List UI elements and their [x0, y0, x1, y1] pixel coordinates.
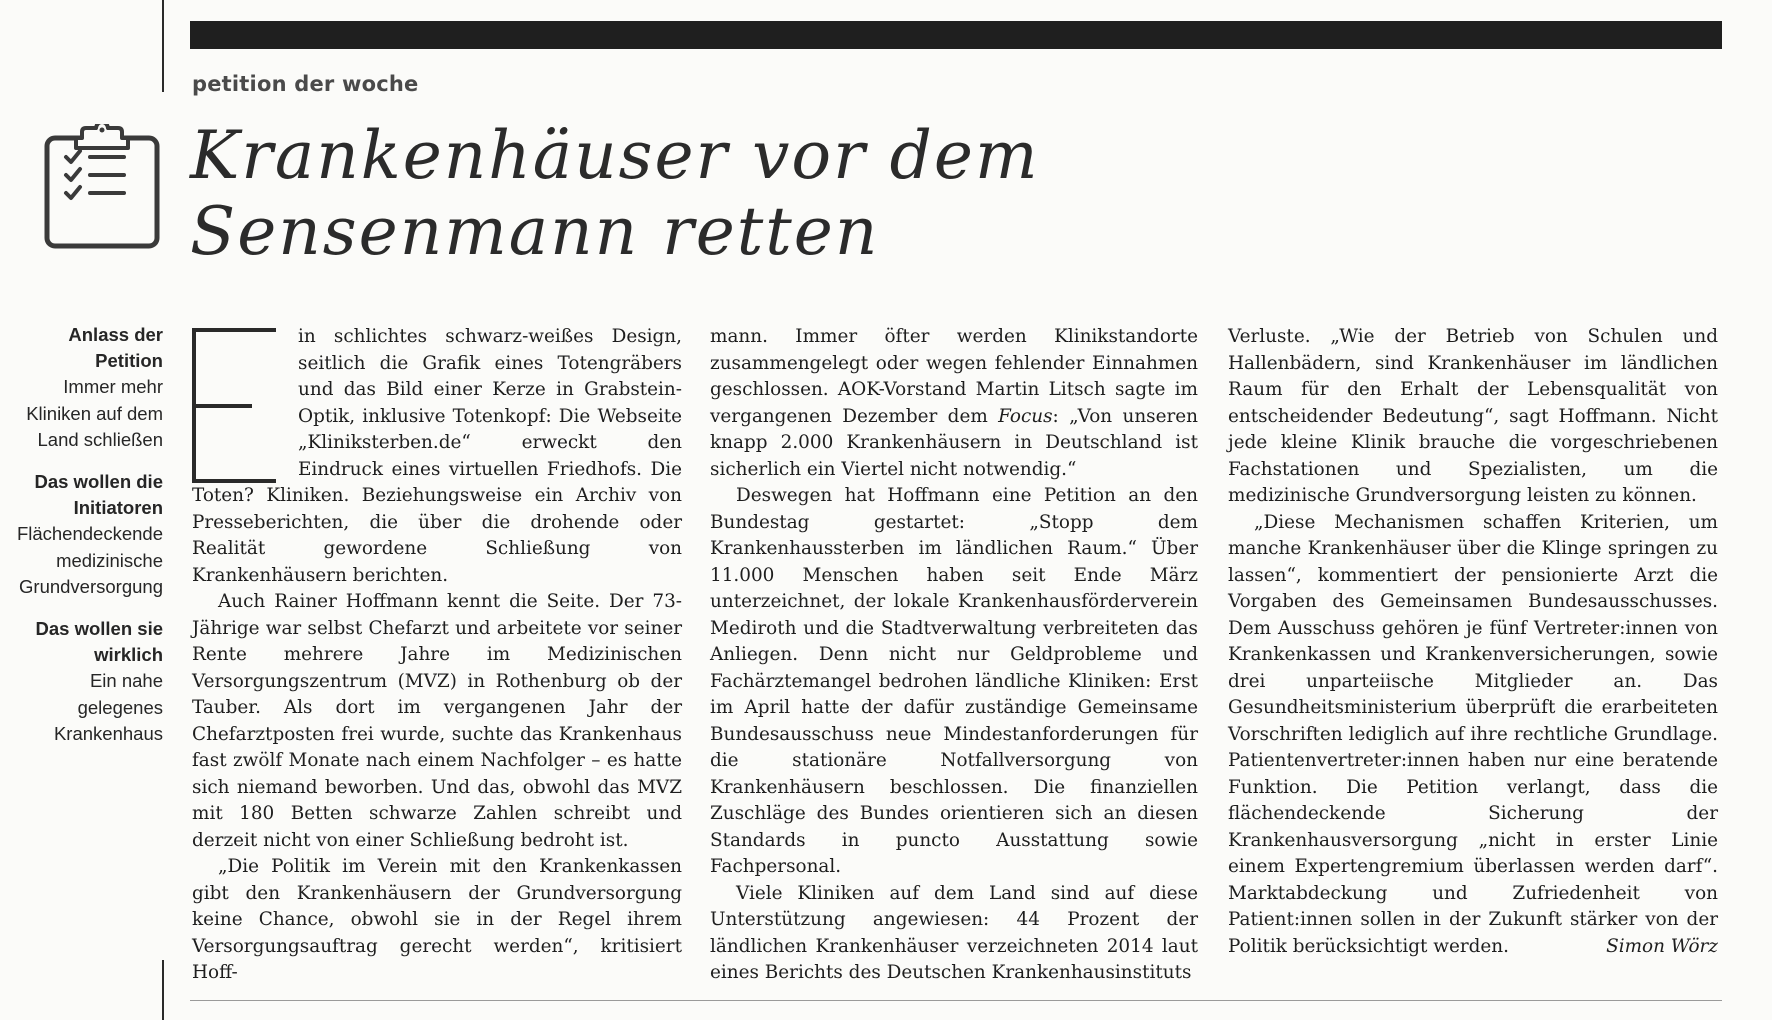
section-kicker: petition der woche — [192, 72, 419, 96]
left-margin-rule-top — [162, 0, 164, 92]
sidebar-label: Das wollen sie wirklich — [35, 618, 163, 666]
paragraph: Deswegen hat Hoffmann eine Petition an den Bundestag gestartet: „Stopp dem Krankenhaussterben im ländlichen Raum.“ Über 11.000 Menschen haben seit Ende März unterzeichnet, der lokale Krankenhausförderverein Mediroth und die Stadtverwaltung verbreiteten das Anliegen. Denn nicht nur Geldprobleme und Fachärztemangel bedrohen ländliche Kliniken: Erst im April hatte der dafür zuständige Gemeinsame Bundesausschuss neue Mindestanforderungen für die stationäre Notfallversorgung von Krankenhäusern beschlossen. Die finanziellen Zuschläge des Bundes orientieren sich an diesen Standards in puncto Ausstattung sowie Fachpersonal. — [710, 485, 1198, 877]
headline-line-1: Krankenhäuser vor dem — [190, 117, 1040, 194]
article-column-3 — [1228, 324, 1718, 960]
sidebar-label: Anlass der Petition — [68, 324, 163, 372]
top-black-bar — [190, 21, 1722, 49]
sidebar-block-real-wish — [0, 616, 163, 747]
paragraph: Viele Kliniken auf dem Land sind auf diese Unterstützung angewiesen: 44 Prozent der ländlichen Krankenhäuser verzeichneten 2014 laut eines Berichts des Deutschen Krankenhausinstituts — [710, 882, 1198, 983]
sidebar-block-occasion — [0, 322, 163, 453]
sidebar-text: Ein nahe gelegenes Krankenhaus — [53, 670, 163, 744]
drop-cap — [192, 328, 276, 483]
article-column-1 — [192, 324, 682, 987]
article-column-2 — [710, 324, 1198, 987]
paragraph: Auch Rainer Hoffmann kennt die Seite. Der 73-Jährige war selbst Chefarzt und arbeitete vor seiner Rente mehrere Jahre im Medizinischen Versorgungszentrum (MVZ) in Rothenburg ob der Tauber. Als dort im vergangenen Jahr der Chefarztposten frei wurde, suchte das Krankenhaus fast zwölf Monate nach einem Nachfolger – es hatte sich niemand beworben. Und das, obwohl das MVZ mit 180 Betten schwarze Zahlen schreibt und derzeit nicht von einer Schließung bedroht ist. — [192, 591, 682, 851]
paragraph: in schlichtes schwarz-weißes Design, seitlich die Grafik eines Totengräbers und das Bild einer Kerze in Grabstein-Optik, inklusive Totenkopf: Die Webseite „Kliniksterben.de“ erweckt den Eindruck eines virtuellen Friedhofs. Die Toten? Kliniken. Beziehungsweise ein Archiv von Presseberichten, die über die drohende oder Realität gewordene Schließung von Krankenhäusern berichten. — [192, 326, 682, 586]
paragraph: „Die Politik im Verein mit den Krankenkassen gibt den Krankenhäusern der Grundversorgung keine Chance, obwohl sie in der Regel ihrem Versorgungsauftrag gerecht werden“, kritisiert Hoff- — [192, 856, 682, 983]
left-margin-rule-bottom — [162, 960, 164, 1020]
publication-name: Focus — [998, 405, 1053, 427]
paragraph: Verluste. „Wie der Betrieb von Schulen und Hallenbädern, sind Krankenhäuser im ländlichen Raum für den Erhalt der Lebensqualität von entscheidender Bedeutung“, sagt Hoffmann. Nicht jede kleine Klinik brauche die vorgeschriebenen Fachstationen und Spezialisten, um die medizinische Grundversorgung leisten zu können. — [1228, 326, 1718, 506]
text-run: mann. Immer öfter werden Klinikstandorte zusammengelegt oder wegen fehlender Einnahmen geschlossen. AOK-Vorstand Martin Litsch sagte im vergangenen Dezember dem — [710, 326, 1198, 427]
fact-sidebar — [0, 322, 163, 763]
headline — [190, 118, 1040, 270]
bottom-rule — [190, 1000, 1722, 1001]
drop-cap-middle-bar — [196, 404, 252, 408]
sidebar-label: Das wollen die Initiatoren — [34, 471, 163, 519]
text-run: „Diese Mechanismen schaffen Kriterien, um manche Krankenhäuser über die Klinge springen zu lassen“, kommentiert der pensionierte Arzt die Vorgaben des Gemeinsamen Bundesausschusses. Dem Ausschuss gehören je fünf Vertreter:innen von Krankenkassen und Krankenversicherungen, sowie drei unparteiische Mitglieder an. Das Gesundheitsministerium überprüft die erarbeiteten Vorschriften lediglich auf ihre rechtliche Grundlage. Patientenvertreter:innen haben nur eine beratende Funktion. Die Petition verlangt, dass die flächendeckende Sicherung der Krankenhausversorgung „nicht in erster Linie einem Expertengremium überlassen werden darf“. Marktabdeckung und Zufriedenheit von Patient:innen sollen in der Zukunft stärker von der Politik berücksichtigt werden. — [1228, 511, 1718, 957]
sidebar-block-initiators — [0, 469, 163, 600]
drop-cap-letter — [196, 332, 197, 333]
author-byline: Simon Wörz — [1606, 935, 1718, 957]
clipboard-checklist-icon — [44, 124, 162, 250]
sidebar-text: Immer mehr Kliniken auf dem Land schließen — [26, 376, 163, 450]
paragraph — [1228, 510, 1718, 961]
headline-line-2: Sensenmann retten — [190, 193, 880, 270]
sidebar-text: Flächendeckende medizinische Grundversorgung — [16, 523, 163, 597]
text-run: : „Von unseren knapp 2.000 Krankenhäusern in Deutschland ist sicherlich ein Viertel nicht notwendig.“ — [710, 405, 1199, 480]
paragraph — [710, 324, 1198, 483]
